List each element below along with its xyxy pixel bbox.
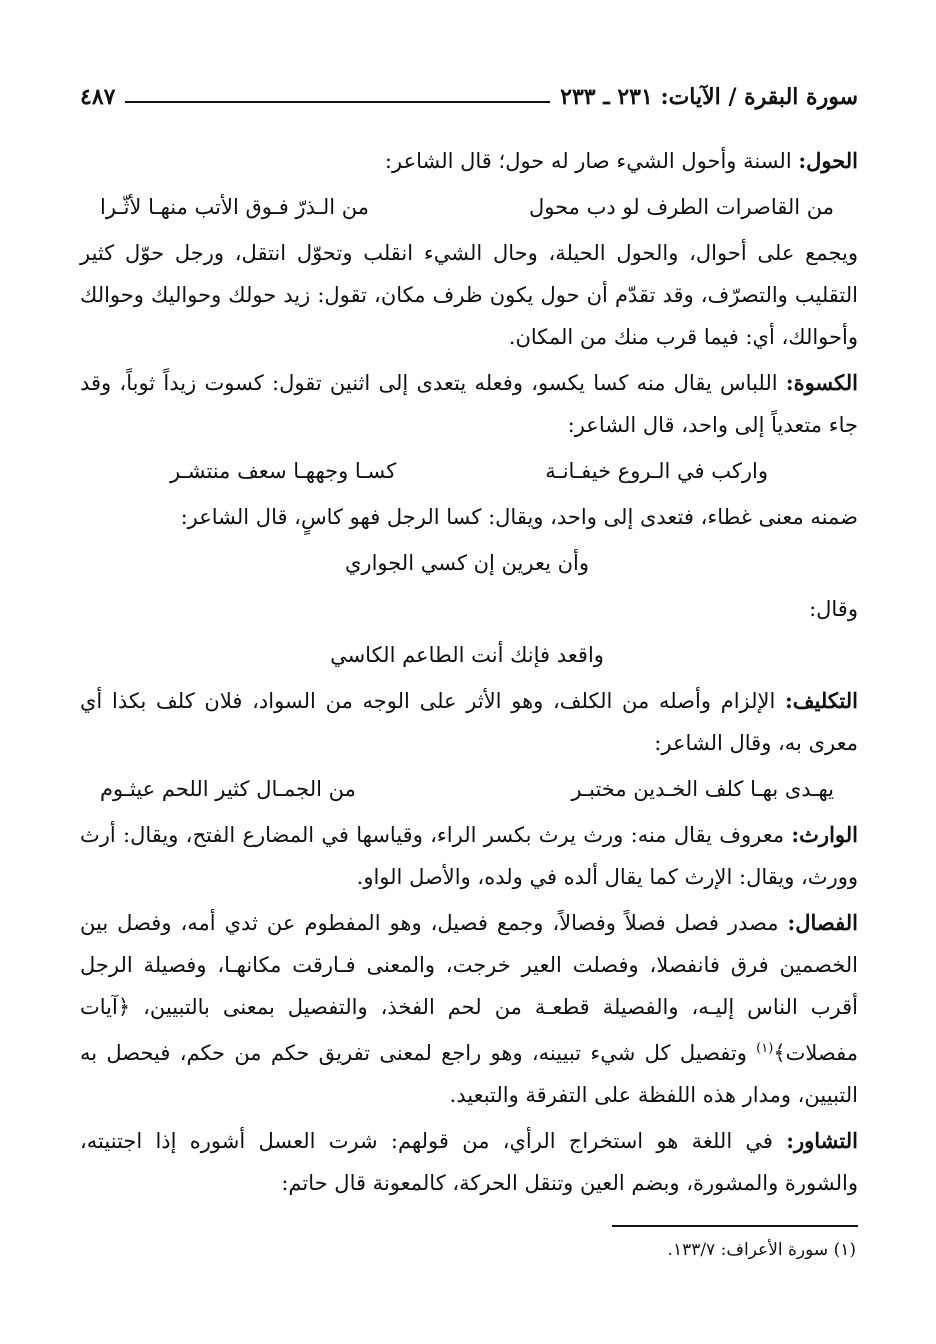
verse-first-hemistich: يهـدى بهـا كلف الخـدين مختبـر (571, 777, 834, 801)
verse-line (80, 450, 858, 492)
verse-line (80, 542, 858, 584)
entry-term: التشاور: (786, 1128, 858, 1153)
entry-term: الحول: (798, 148, 858, 173)
paragraph: ضمنه معنى غطاء، فتعدى إلى واحد، ويقال: كسا الرجل فهو كاسٍ، قال الشاعر: (180, 505, 858, 529)
entry-text: السنة وأحول الشيء صار له حول؛ قال الشاعر: (384, 149, 799, 173)
page-body (80, 140, 858, 1208)
header-rule (125, 101, 550, 103)
verse-single: وأن يعرين إن كسي الجواري (344, 551, 590, 575)
verse-first-hemistich: واركب في الـروع خيفـانـة (545, 459, 768, 483)
verse-line (80, 768, 858, 810)
entry-term: الوارث: (791, 822, 858, 847)
entry-term: التكليف: (785, 688, 858, 713)
entry-term: الفصال: (787, 910, 858, 935)
verse-second-hemistich: من الجمـال كثير اللحم عيثـوم (100, 777, 356, 801)
running-title: سورة البقرة / الآيات: ٢٣١ ـ ٢٣٣ (560, 84, 858, 110)
entry-hawl (80, 140, 858, 182)
verse-first-hemistich: من القاصرات الطرف لو دب محول (529, 195, 834, 219)
verse-second-hemistich: كسـا وجههـا سعف منتشـر (170, 459, 397, 483)
entry-text: الإلزام وأصله من الكلف، وهو الأثر على الوجه من السواد، فلان كلف بكذا أي معرى به، وقال الشاعر: (80, 689, 858, 755)
paragraph: وقال: (809, 597, 858, 621)
verse-single: واقعد فإنك أنت الطاعم الكاسي (330, 643, 604, 667)
page-header (80, 86, 858, 108)
verse-line (80, 186, 858, 228)
entry-taklif (80, 680, 858, 764)
verse-second-hemistich: من الـذرّ فـوق الأتب منهـا لأثّـرا (100, 195, 369, 219)
entry-fisal (80, 902, 858, 1116)
paragraph: ويجمع على أحوال، والحول الحيلة، وحال الشيء انقلب وتحوّل انتقل، ورجل حوّل كثير التقليب والتصرّف، وقد تقدّم أن حول يكون ظرف مكان، تقول: زيد حولك وحواليك وحوالك وأحوالك، أي: فيما قرب منك من المكان. (80, 241, 858, 349)
verse-line (80, 634, 858, 676)
entry-text: معروف يقال منه: ورث يرث بكسر الراء، وقياسها في المضارع الفتح، ويقال: أرث وورث، ويقال: الإرث كما يقال ألده في ولده، والأصل الواو. (80, 823, 858, 889)
entry-kiswa (80, 362, 858, 446)
entry-tashawur (80, 1120, 858, 1204)
entry-text: اللباس يقال منه كسا يكسو، وفعله يتعدى إلى اثنين تقول: كسوت زيداً ثوباً، وقد جاء متعدياً إلى واحد، قال الشاعر: (80, 371, 858, 437)
footnote-marker[interactable]: (١) (756, 1041, 774, 1056)
footnote-separator (612, 1225, 858, 1227)
entry-text: في اللغة هو استخراج الرأي، من قولهم: شرت العسل أشوره إذا اجتنيته، والشورة والمشورة، وبضم العين وتنقل الحركة، كالمعونة قال حاتم: (80, 1129, 858, 1195)
entry-text: مصدر فصل فصلاً وفصالاً، وجمع فصيل، وهو المفطوم عن ثدي أمه، وفصل بين الخصمين فرق فانفصلا، وفصلت العير خرجت، والمعنى فـارقت مكانهـا، وفصيلة الرجل أقرب الناس إليـه، والفصيلة قطعـة من لحم الفخذ، والتفصيل بمعنى بالتبيين، ﴿آيات مفصلات﴾ (80, 911, 858, 1065)
entry-warith (80, 814, 858, 898)
page-number: ٤٨٧ (80, 84, 116, 110)
footnote: (١) سورة الأعراف: ١٣٣/٧. (667, 1240, 856, 1260)
entry-text-continued: وتفصيل كل شيء تبيينه، وهو راجع لمعنى تفريق حكم من حكم، فيحصل به التبيين، ومدار هذه اللفظة على التفرقة والتبعيد. (80, 1041, 858, 1107)
entry-term: الكسوة: (785, 370, 858, 395)
